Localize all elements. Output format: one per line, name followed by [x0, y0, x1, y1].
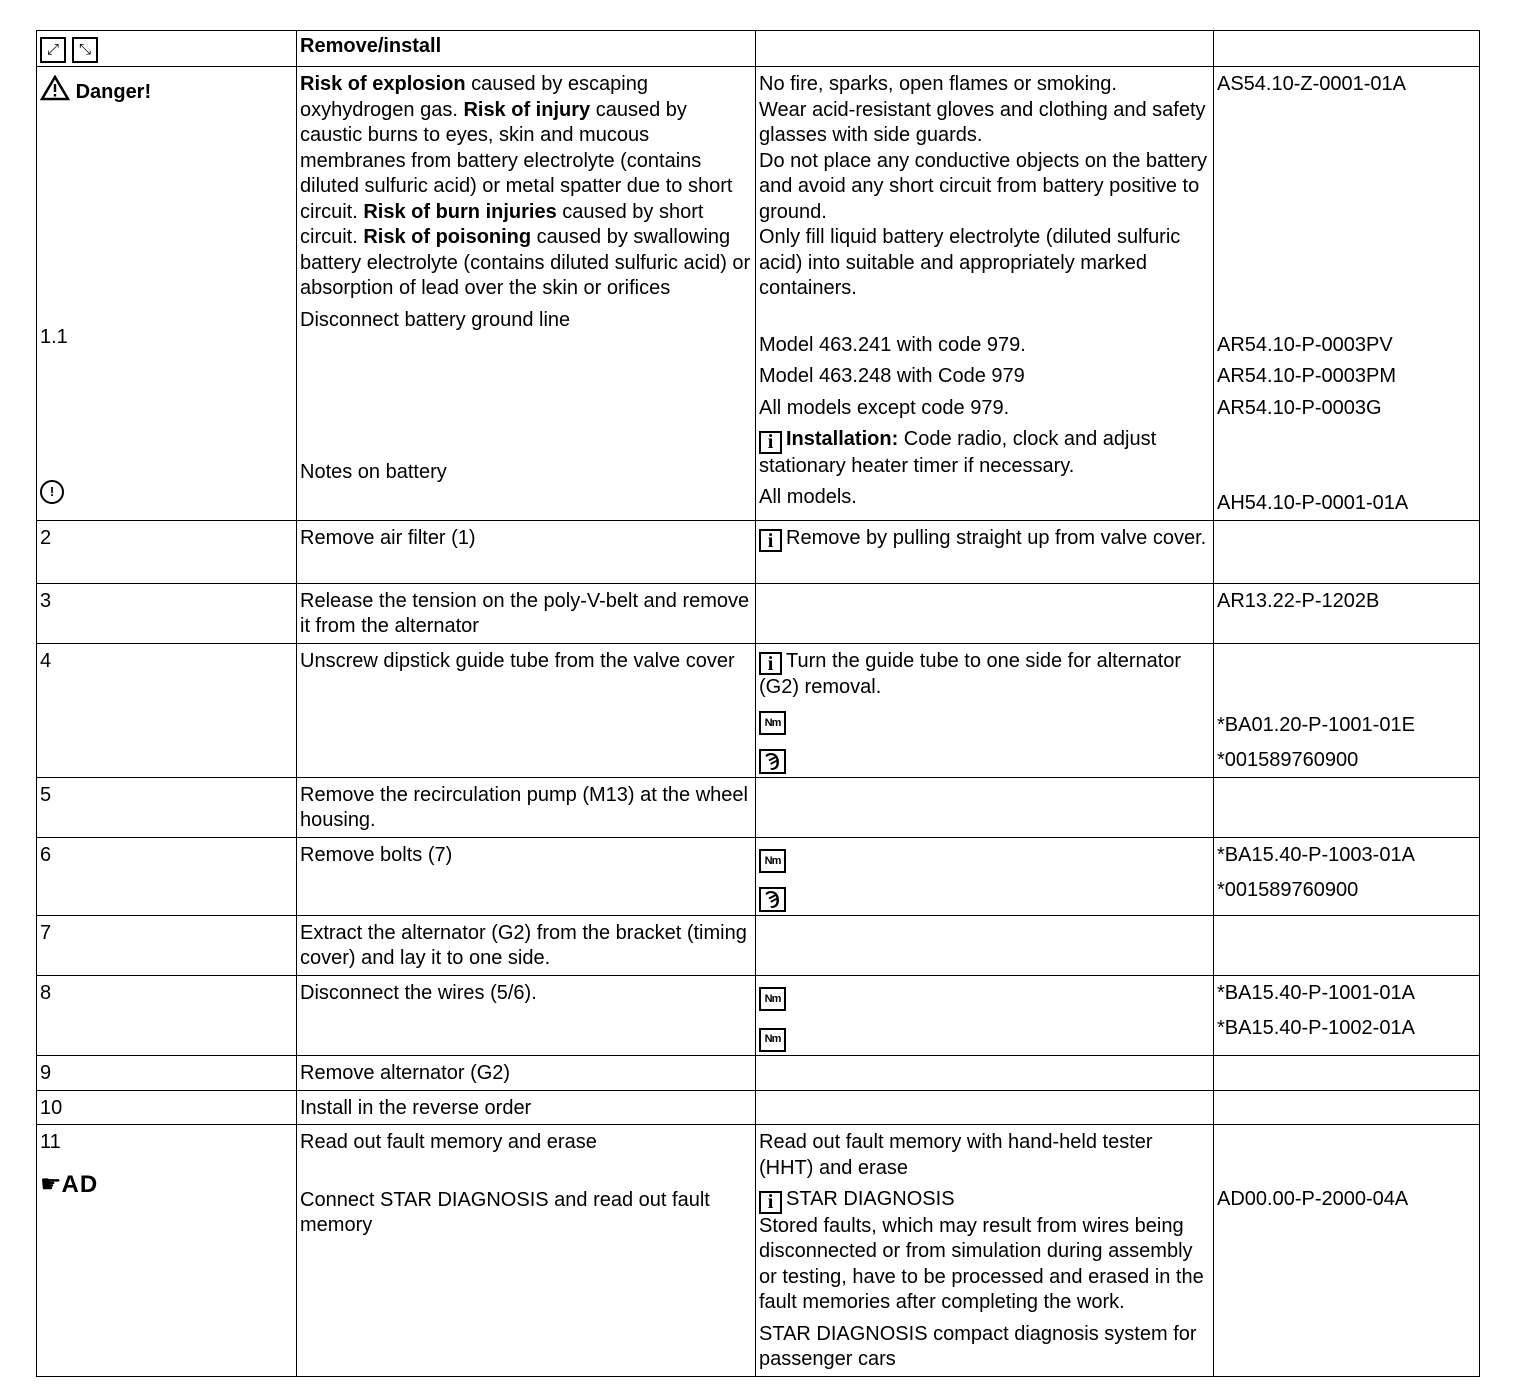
battery-notes-link[interactable]: Notes on battery — [300, 461, 447, 483]
danger-row — [37, 67, 1480, 521]
step-number: 4 — [37, 643, 297, 777]
notes-icon[interactable]: ! — [40, 480, 64, 504]
step-number: 10 — [37, 1090, 297, 1125]
step-number: 8 — [37, 975, 297, 1056]
step-description: Disconnect the wires (5/6). — [297, 975, 756, 1056]
step-description: Release the tension on the poly-V-belt and remove it from the alternator — [297, 583, 756, 643]
warning-triangle-icon — [40, 75, 70, 109]
info-icon: i — [759, 1191, 782, 1214]
collapse-icon[interactable]: ⤡ — [72, 37, 98, 63]
danger-label: Danger! — [75, 81, 152, 103]
doc-reference[interactable]: AR54.10-P-0003PM — [1217, 365, 1396, 387]
pointing-hand-icon: ☛ — [40, 1170, 62, 1198]
step-number: 7 — [37, 915, 297, 975]
torque-icon[interactable]: Nm — [759, 711, 786, 735]
table-row — [37, 1125, 1480, 1377]
doc-reference[interactable]: AS54.10-Z-0001-01A — [1217, 73, 1407, 95]
step-number: 3 — [37, 583, 297, 643]
tool-reference[interactable]: *001589760900 — [1217, 749, 1359, 771]
header-title: Remove/install — [297, 31, 756, 67]
table-row — [37, 975, 1480, 1056]
model-note: All models except code 979. — [759, 396, 1010, 419]
step-number: 6 — [37, 837, 297, 915]
doc-reference[interactable]: AH54.10-P-0001-01A — [1217, 492, 1409, 514]
step-description: Install in the reverse order — [297, 1090, 756, 1125]
table-row — [37, 837, 1480, 915]
danger-refs-cell — [1214, 67, 1480, 521]
header-icons-cell — [37, 31, 297, 67]
danger-hazards-cell — [297, 67, 756, 521]
torque-reference[interactable]: *BA15.40-P-1003-01A — [1217, 843, 1415, 866]
step-number: 5 — [37, 777, 297, 837]
header-row — [37, 31, 1480, 67]
step-description: Disconnect battery ground line — [300, 308, 571, 331]
info-icon: i — [759, 529, 782, 552]
table-row — [37, 520, 1480, 583]
torque-reference[interactable]: *BA15.40-P-1001-01A — [1217, 981, 1415, 1004]
model-note: Model 463.248 with Code 979 — [759, 365, 1025, 387]
info-icon: i — [759, 652, 782, 675]
step-description: Remove air filter (1) — [297, 520, 756, 583]
step-description: Read out fault memory and erase — [300, 1131, 597, 1153]
step-number: 1.1 — [40, 325, 68, 348]
table-row — [37, 1056, 1480, 1091]
expand-icon[interactable]: ⤢ — [40, 37, 66, 63]
step-note: i Remove by pulling straight up from valve cover. — [756, 520, 1214, 583]
step-number: 11 — [40, 1131, 61, 1153]
special-tool-icon[interactable]: Ϡ — [759, 887, 786, 912]
hazard-text: Risk of explosion caused by escaping oxyhydrogen gas. Risk of injury caused by caustic burns to eyes, skin and mucous membranes from battery electrolyte (contains diluted sulfuric acid) or metal spatter due to short circuit. Risk of burn injuries caused by short circuit. Risk of poisoning caused by swallowing battery electrolyte (contains diluted sulfuric acid) or absorption of lead over the skin or orifices — [300, 73, 751, 299]
step-description: Remove alternator (G2) — [297, 1056, 756, 1091]
torque-reference[interactable]: *BA15.40-P-1002-01A — [1217, 1017, 1415, 1039]
procedure-table — [36, 30, 1480, 1377]
ad-badge[interactable]: ☛AD — [40, 1170, 99, 1198]
doc-reference[interactable]: AR54.10-P-0003G — [1217, 396, 1382, 419]
step-description: Remove the recirculation pump (M13) at the wheel housing. — [297, 777, 756, 837]
torque-icon[interactable]: Nm — [759, 849, 786, 873]
step-note: i Turn the guide tube to one side for alternator (G2) removal. Nm Ϡ — [756, 643, 1214, 777]
table-row — [37, 643, 1480, 777]
measure-text: No fire, sparks, open flames or smoking. Wear acid-resistant gloves and clothing and safety glasses with side guards. Do not place any conductive objects on the battery and avoid any short circuit from battery positive to ground. Only fill liquid battery electrolyte (diluted sulfuric acid) into suitable and appropriately marked containers. — [759, 73, 1208, 299]
doc-reference[interactable]: AR54.10-P-0003PV — [1217, 333, 1393, 356]
table-row — [37, 777, 1480, 837]
star-diagnosis-text: Stored faults, which may result from wires being disconnected or from simulation during assembly or testing, have to be processed and erased in the fault memories after completing the work. — [759, 1214, 1204, 1313]
tool-reference[interactable]: *001589760900 — [1217, 879, 1359, 901]
star-diagnosis-system: STAR DIAGNOSIS compact diagnosis system for passenger cars — [759, 1322, 1197, 1370]
info-icon: i — [759, 431, 782, 454]
table-row — [37, 915, 1480, 975]
step-description: Remove bolts (7) — [297, 837, 756, 915]
torque-icon[interactable]: Nm — [759, 1028, 786, 1052]
danger-label-cell — [37, 67, 297, 521]
step-description: Unscrew dipstick guide tube from the valve cover — [297, 643, 756, 777]
table-row — [37, 1090, 1480, 1125]
table-row — [37, 583, 1480, 643]
installation-note: i Installation: Code radio, clock and adjust stationary heater timer if necessary. — [759, 428, 1157, 477]
danger-measures-cell — [756, 67, 1214, 521]
special-tool-icon[interactable]: Ϡ — [759, 749, 786, 774]
step-description: Extract the alternator (G2) from the bracket (timing cover) and lay it to one side. — [297, 915, 756, 975]
torque-reference[interactable]: *BA01.20-P-1001-01E — [1217, 713, 1415, 736]
step-note: Read out fault memory with hand-held tester (HHT) and erase — [759, 1131, 1153, 1179]
doc-reference[interactable]: AD00.00-P-2000-04A — [1217, 1188, 1409, 1210]
step-number: 9 — [37, 1056, 297, 1091]
star-diagnosis-title: i STAR DIAGNOSIS — [759, 1187, 1210, 1214]
step-description: Connect STAR DIAGNOSIS and read out fault memory — [300, 1188, 710, 1236]
torque-icon[interactable]: Nm — [759, 987, 786, 1011]
battery-models-note: All models. — [759, 486, 857, 508]
step-number: 2 — [37, 520, 297, 583]
model-note: Model 463.241 with code 979. — [759, 333, 1026, 356]
doc-reference[interactable]: AR13.22-P-1202B — [1214, 583, 1480, 643]
